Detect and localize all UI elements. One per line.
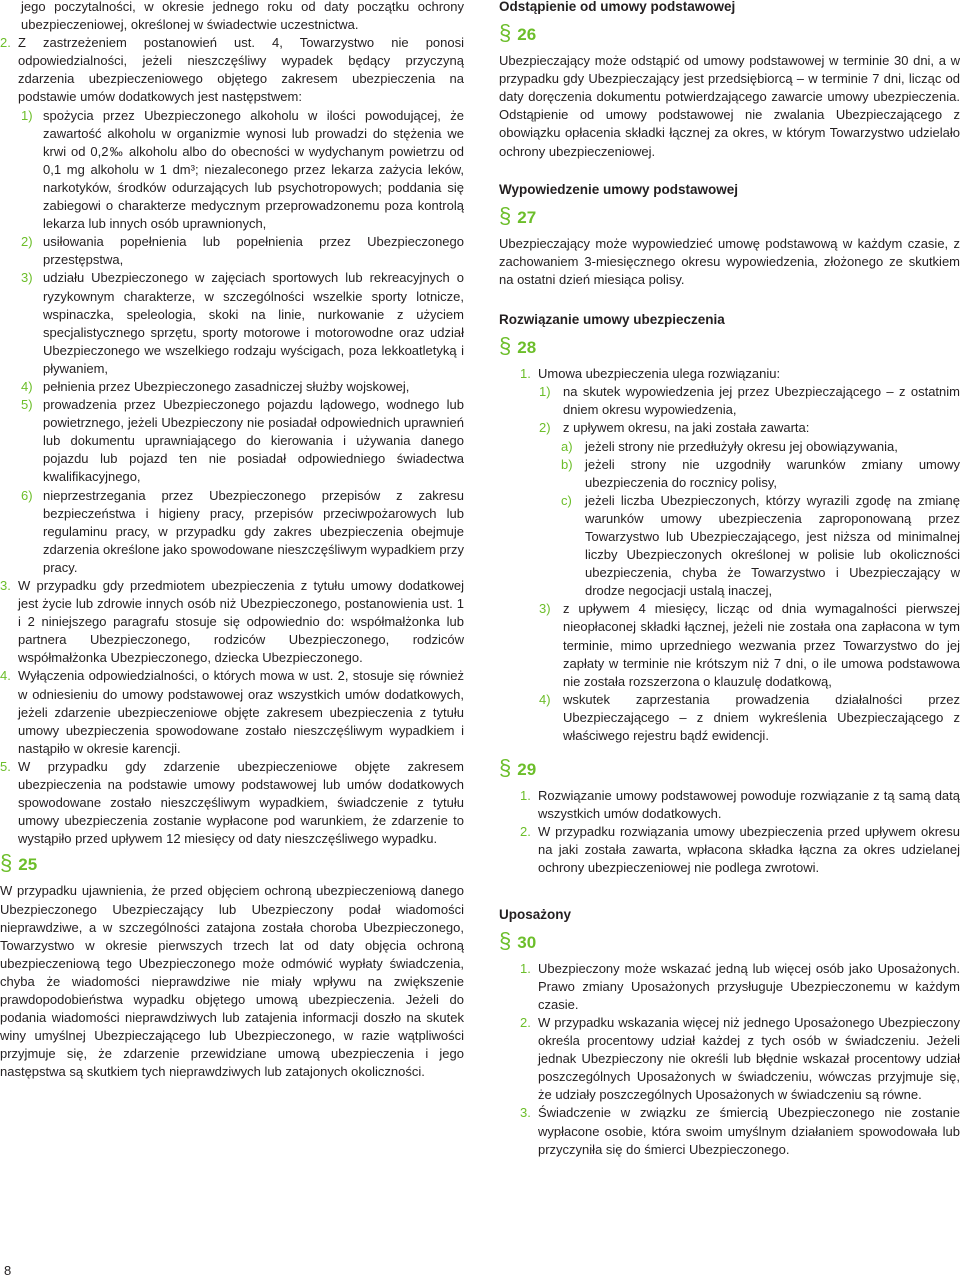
list-text: W przypadku gdy przedmiotem ubezpieczenia z tytułu umowy dodatkowej jest życie lub zdrowie innych osób niż Ubezpieczonego, postanowienia ust. 1 i 2 niniejszego paragrafu stosuje się odpowiednio do: współmałżonka lub partnera Ubezpieczonego, rodziców Ubezpieczonego, rodziców współmałżonka Ubezpieczonego, dziecka Ubezpieczonego.: [18, 578, 464, 666]
letter-text: jeżeli strony nie przedłużyły okresu jej obowiązywania,: [585, 438, 898, 454]
list-number: 4.: [0, 668, 11, 684]
sub-item-2: [21, 233, 464, 269]
list-text: Świadczenie w związku ze śmiercią Ubezpieczonego nie zostanie wypłacone osobie, która swoim umyślnym działaniem spowodowała lub przyczyniła się do śmierci Ubezpieczonego.: [538, 1105, 960, 1157]
list-text: W przypadku rozwiązania umowy ubezpieczenia przed upływem okresu na jaki została zawarta, wpłacona składka łączna za okres udzielanej ochrony ubezpieczeniowej nie podlega zwrotowi.: [538, 824, 960, 876]
list-number: 2.: [520, 824, 531, 840]
sub-number: 5): [21, 397, 33, 413]
sub-text: nieprzestrzegania przez Ubezpieczonego przepisów z zakresu bezpieczeństwa i higieny pracy, przepisów przeciwpożarowych lub regulaminu pracy, w przypadku gdy zakres ubezpieczenia obejmuje zdarzenia określone jako spowodowane nieszczęśliwym wypadkiem przy pracy.: [43, 487, 464, 575]
sub-item-4: [21, 378, 464, 396]
section-number: 29: [517, 760, 537, 780]
sub-item-5: [21, 396, 464, 486]
sub-number: 3): [539, 601, 551, 617]
sub-number: 3): [21, 270, 33, 286]
sub-item-1: [539, 383, 960, 419]
sub-number: 4): [539, 691, 551, 707]
section-30-header: [499, 927, 960, 960]
section-28-header: [499, 333, 960, 365]
letter-marker: b): [561, 456, 573, 472]
section-25-header: [0, 850, 464, 882]
section-sign-icon: §: [499, 202, 512, 228]
section-sign-icon: §: [499, 20, 512, 46]
list-item-2: [520, 1014, 960, 1104]
list-item-2: [0, 34, 464, 106]
continued-paragraph: jego poczytalności, w okresie jednego roku od daty początku ochrony ubezpieczeniowej, określonej w świadectwie uczestnictwa.: [21, 0, 464, 33]
list-text: Rozwiązanie umowy podstawowej powoduje rozwiązanie z tą samą datą wszystkich umów dodatkowych.: [538, 788, 960, 822]
section-number: 25: [18, 855, 38, 875]
sub-text: pełnienia przez Ubezpieczonego zasadniczej służby wojskowej,: [43, 378, 410, 394]
section-sign-icon: §: [499, 755, 512, 781]
section-26-header: [499, 20, 960, 52]
sub-text: usiłowania popełnienia lub popełnienia przez Ubezpieczonego przestępstwa,: [43, 234, 464, 268]
page-number: 8: [4, 1263, 12, 1278]
heading-rozwiazanie: Rozwiązanie umowy ubezpieczenia: [499, 312, 725, 328]
sub-number: 1): [21, 107, 33, 123]
list-number: 3.: [520, 1105, 531, 1121]
sub-text: wskutek zaprzestania prowadzenia działalności przez Ubezpieczającego – z dniem wykreślenia Ubezpieczającego z właściwego rejestru bądź ewidencji.: [563, 691, 960, 743]
list-item-3: [0, 577, 464, 667]
letter-marker: a): [561, 438, 573, 454]
letter-text: jeżeli liczba Ubezpieczonych, którzy wyrazili zgodę na zmianę warunków umowy ubezpieczenia zaproponowaną przez Towarzystwo lub Ubezpieczającego, jest niższa od minimalnej liczby Ubezpieczonych określonej w polisie lub okoliczności ubezpieczenia, chyba że Towarzystwo i Ubezpieczający w drodze negocjacji ustalą inaczej,: [585, 492, 960, 599]
section-sign-icon: §: [0, 850, 13, 876]
sub-text: na skutek wypowiedzenia jej przez Ubezpieczającego – z ostatnim dniem okresu wypowiedzenia,: [563, 384, 960, 418]
sub-text: udziału Ubezpieczonego w zajęciach sportowych lub rekreacyjnych o ryzykownym charakterze, w szczególności wszelkie sporty lotnicze, wspinaczka, speleologia, skoki na linie, nurkowanie z użyciem specjalistycznego sprzętu, sporty motorowe i motorowodne oraz udział Ubezpieczonego we wszelkiego rodzaju wyścigach, poza lekkoatletyką i pływaniem,: [43, 270, 464, 376]
section-number: 28: [517, 338, 537, 358]
list-text: W przypadku gdy zdarzenie ubezpieczeniowe objęte zakresem ubezpieczenia na podstawie umowy podstawowej lub umów dodatkowych spowodowane zostało nieszczęśliwym wypadkiem, świadczenie z tytułu umowy ubezpieczenia zostanie wypłacone pod warunkiem, że zdarzenie to wystąpiło przed upływem 12 miesięcy od daty nieszczęśliwego wypadku.: [18, 758, 464, 847]
sub-item-2: [539, 419, 960, 437]
list-text: Ubezpieczony może wskazać jedną lub więcej osób jako Uposażonych. Prawo zmiany Uposażonych przysługuje Ubezpieczonemu w każdym czasie.: [538, 960, 960, 1012]
right-column: [499, 0, 960, 1159]
heading-wypowiedzenie: Wypowiedzenie umowy podstawowej: [499, 181, 739, 197]
sub-text: prowadzenia przez Ubezpieczonego pojazdu lądowego, wodnego lub powietrznego, jeżeli Ubezpieczony nie posiadał odpowiednich uprawnień lub dokumentu uprawniającego do kierowania i używania danego pojazdu lub pojazd ten nie posiadał odpowiedniego świadectwa kwalifikacyjnego,: [43, 397, 464, 485]
list-number: 3.: [0, 578, 11, 593]
list-text: W przypadku wskazania więcej niż jednego Uposażonego Ubezpieczony określa procentowy udział każdej z tych osób w świadczeniu. Jeżeli jednak Ubezpieczony nie określi lub błędnie wskazał procentowy udział poszczególnych Uposażonych w świadczeniu, wówczas przyjmuje się, że udziały poszczególnych Uposażonych w świadczeniu są równe.: [538, 1014, 960, 1103]
sub-item-4: [539, 691, 960, 745]
letter-item-b: [561, 456, 960, 492]
list-item-5: [0, 758, 464, 848]
section-27-text: Ubezpieczający może wypowiedzieć umowę podstawową w każdym czasie, z zachowaniem 3-miesięcznego okresu wypowiedzenia, złożonego ze skutkiem na ostatni dzień miesiąca polisy.: [499, 235, 960, 287]
section-number: 30: [517, 932, 537, 952]
list-number: 2.: [520, 1014, 531, 1030]
section-sign-icon: §: [499, 927, 512, 953]
section-26-text: Ubezpieczający może odstąpić od umowy podstawowej w terminie 30 dni, a w przypadku gdy Ubezpieczający jest przedsiębiorcą – w terminie 7 dni, licząc od daty doręczenia dokumentu potwierdzającego zawarcie umowy ubezpieczenia. Odstąpienie od umowy podstawowej nie zwalania Ubezpieczającego z obowiązku opłacenia składki łącznej za okres, w którym Towarzystwo udzielało ochrony ubezpieczeniowej.: [499, 53, 960, 159]
left-column: [0, 0, 464, 1081]
list-text: Wyłączenia odpowiedzialności, o których mowa w ust. 2, stosuje się również w odniesieniu do umowy podstawowej oraz wszystkich umów dodatkowych, jeżeli zdarzenie ubezpieczeniowe objęte zakresem ubezpieczenia z tytułu umowy ubezpieczenia spowodowane zostało nieszczęśliwym wypadkiem i nastąpiło w okresie karencji.: [18, 668, 464, 756]
section-27-header: [499, 202, 960, 235]
sub-item-6: [21, 487, 464, 577]
sub-text: z upływem 4 miesięcy, licząc od dnia wymagalności pierwszej nieopłaconej składki łącznej, jeżeli nie została ona zapłacona w tym terminie, mimo uprzedniego wezwania przez Towarzystwo do jej zapłaty w terminie nie krótszym niż 7 dni, o ile umowa podstawowa nie została rozszerzona o klauzulę dodatkową,: [563, 601, 960, 689]
letter-item-c: [561, 492, 960, 601]
sub-number: 4): [21, 378, 33, 394]
section-sign-icon: §: [499, 333, 512, 359]
list-text: Z zastrzeżeniem postanowień ust. 4, Towarzystwo nie ponosi odpowiedzialności, jeżeli nieszczęśliwy wypadek będący przyczyną zdarzenia ubezpieczeniowego objętego zakresem ubezpieczenia na podstawie umów dodatkowych jest następstwem:: [18, 35, 464, 105]
sub-number: 2): [21, 234, 33, 250]
letter-marker: c): [561, 492, 572, 508]
sub-number: 2): [539, 420, 551, 436]
list-number: 1.: [520, 960, 531, 976]
section-29-header: [499, 755, 960, 787]
section-number: 27: [517, 207, 537, 227]
list-item-1: [520, 787, 960, 823]
letter-item-a: [561, 438, 960, 456]
sub-item-3: [21, 269, 464, 378]
list-number: 5.: [0, 758, 11, 774]
list-item-1: [520, 365, 960, 383]
section-25-text: W przypadku ujawnienia, że przed objęciem ochroną ubezpieczeniową danego Ubezpieczonego Ubezpieczający lub Ubezpieczony podał wiadomości nieprawdziwe, a w szczególności zatajona została choroba Ubezpieczonego, Towarzystwo w okresie pierwszych trzech lat od daty objęcia ochroną ubezpieczeniową tego Ubezpieczonego może odmówić wypłaty świadczenia, chyba że wiadomości nieprawdziwe nie miały wpływu na zwiększenie prawdopodobieństwa wypadku objętego umową ubezpieczenia. Jeżeli do podania wiadomości nieprawdziwych lub zatajenia informacji doszło na skutek winy umyślnej Ubezpieczającego lub Ubezpieczonego, w razie wątpliwości przyjmuje się, że zdarzenie przewidziane umową ubezpieczenia i jego następstwa są skutkiem tych nieprawdziwych lub zatajonych okoliczności.: [0, 883, 464, 1080]
heading-uposazony: Uposażony: [499, 906, 572, 922]
list-number: 1.: [520, 366, 531, 382]
sub-number: 6): [21, 487, 33, 503]
section-number: 26: [517, 25, 537, 45]
sub-text: z upływem okresu, na jaki została zawarta:: [563, 420, 810, 436]
list-number: 2.: [0, 35, 11, 51]
list-text: Umowa ubezpieczenia ulega rozwiązaniu:: [538, 366, 781, 382]
sub-number: 1): [539, 384, 551, 400]
list-item-3: [520, 1104, 960, 1158]
heading-odstapienie: Odstąpienie od umowy podstawowej: [499, 0, 736, 14]
list-item-4: [0, 667, 464, 757]
sub-text: spożycia przez Ubezpieczonego alkoholu w ilości powodującej, że zawartość alkoholu w organizmie wynosi lub prowadzi do stężenia we krwi od 0,2‰ alkoholu albo do obecności w wydychanym powietrzu od 0,1 mg alkoholu w 1 dm³; niezaleconego przez lekarza zażycia leków, narkotyków, środków odurzających lub psychotropowych; poddania się zabiegowi o charakterze medycznym przeprowadzonemu poza kontrolą lekarza lub innych osób uprawnionych,: [43, 107, 464, 232]
sub-item-1: [21, 107, 464, 234]
list-item-2: [520, 823, 960, 877]
sub-item-3: [539, 600, 960, 690]
letter-text: jeżeli strony nie uzgodniły warunków zmiany umowy ubezpieczenia do rocznicy polisy,: [585, 456, 960, 490]
list-number: 1.: [520, 788, 531, 804]
list-item-1: [520, 960, 960, 1014]
